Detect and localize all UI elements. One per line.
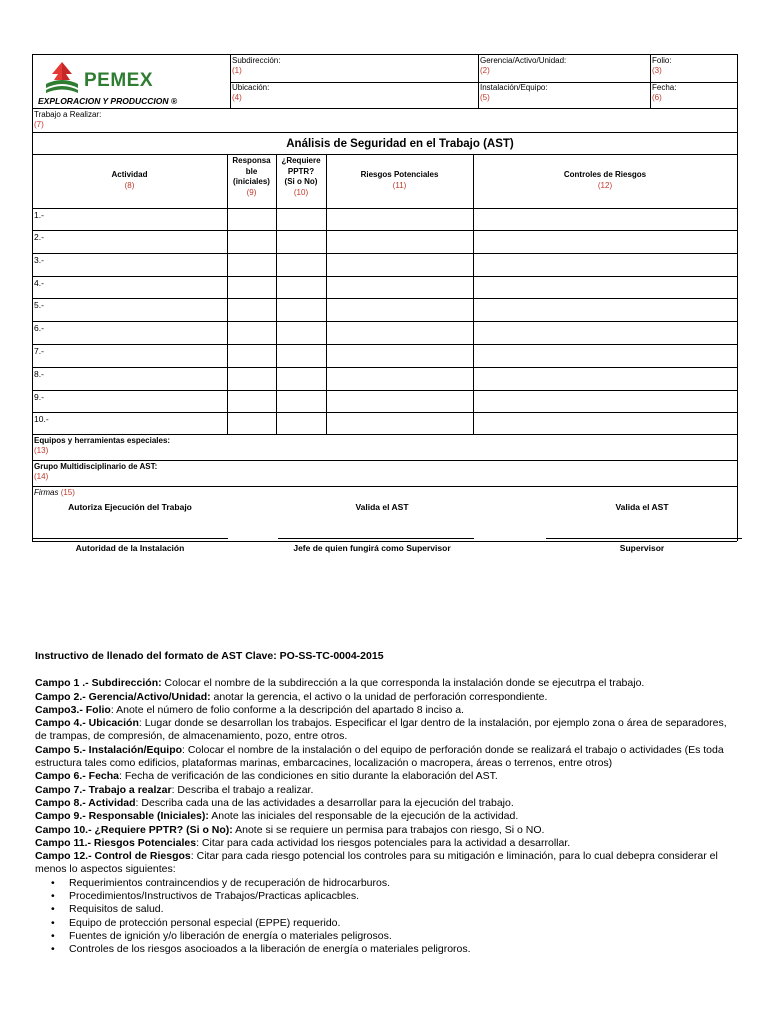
rule <box>32 541 737 542</box>
rule <box>32 54 33 541</box>
col-actividad: Actividad (8) <box>111 170 148 190</box>
activity-row-label: 10.- <box>34 414 49 424</box>
rule <box>32 253 737 254</box>
signature-line <box>32 538 228 539</box>
instructions-title: Instructivo de llenado del formato de AST Clave: PO-SS-TC-0004-2015 <box>35 650 384 662</box>
instruction-item: Campo 11.- Riesgos Potenciales: Citar para cada actividad los riesgos potenciales para la actividad a desarrollar. <box>35 836 571 849</box>
instruction-item: Campo3.- Folio: Anote el número de folio conforme a la descripción del apartado 8 inciso a. <box>35 703 464 716</box>
instalacion-field[interactable]: Instalación/Equipo: (5) <box>480 83 548 102</box>
rule <box>32 412 737 413</box>
rule <box>32 390 737 391</box>
activity-row-label: 7.- <box>34 346 44 356</box>
brand-subtitle: EXPLORACION Y PRODUCCION ® <box>38 96 178 106</box>
instruction-item: Campo 6.- Fecha: Fecha de verificación de las condiciones en sitio durante la elaboración del AST. <box>35 770 498 783</box>
gerencia-field[interactable]: Gerencia/Activo/Unidad: (2) <box>480 56 567 75</box>
rule <box>32 54 737 55</box>
instruction-bullet: • Requisitos de salud. <box>57 903 735 916</box>
sig-autoridad: Autoridad de la Instalación <box>75 543 185 553</box>
instruction-bullet: • Procedimientos/Instructivos de Trabajos/Practicas aplicacbles. <box>57 890 735 903</box>
instruction-item: Campo 10.- ¿Requiere PPTR? (Si o No): Anote si se requiere un permisa para trabajos con riesgo, Si o NO. <box>35 823 545 836</box>
rule <box>32 344 737 345</box>
brand-name: PEMEX <box>84 70 154 91</box>
col-controles: Controles de Riesgos (12) <box>563 170 647 190</box>
activity-row-label: 5.- <box>34 300 44 310</box>
rule <box>32 486 737 487</box>
rule <box>326 154 327 434</box>
rule <box>32 321 737 322</box>
col-pptr: ¿Requiere PPTR? (Si o No) (10) <box>281 156 321 197</box>
col-riesgos: Riesgos Potenciales (11) <box>360 170 439 190</box>
rule <box>32 208 737 209</box>
instruction-bullet: • Requerimientos contraincendios y de recuperación de hidrocarburos. <box>57 877 735 890</box>
trabajo-field[interactable]: Trabajo a Realizar: (7) <box>34 110 102 129</box>
instruction-bullets <box>35 877 735 957</box>
instruction-item: Campo 8.- Actividad: Describa cada una de las actividades a desarrollar para la ejecución del trabajo. <box>35 796 514 809</box>
activity-row-label: 8.- <box>34 369 44 379</box>
col-responsable: Responsa ble (iniciales) (9) <box>232 156 271 197</box>
sig-valida-1: Valida el AST <box>355 502 409 512</box>
form-title: Análisis de Seguridad en el Trabajo (AST) <box>286 138 514 150</box>
instruction-item: Campo 5.- Instalación/Equipo: Colocar el nombre de la instalación o del equipo de perforación donde se realizará el trabajo o actividades (Es toda estructura tales como edificios, plataformas marinas, embarcacines, localización o macropera, áreas o terrenos, entre otros) <box>35 743 724 770</box>
rule <box>32 132 737 133</box>
instruction-bullet: • Equipo de protección personal especial (EPPE) requerido. <box>57 917 735 930</box>
equipos-field[interactable]: Equipos y herramientas especiales: (13) <box>34 436 171 455</box>
rule <box>32 367 737 368</box>
activity-row-label: 2.- <box>34 232 44 242</box>
firmas-label: Firmas (15) <box>34 488 75 497</box>
grupo-field[interactable]: Grupo Multidisciplinario de AST: (14) <box>34 462 158 481</box>
rule <box>32 154 737 155</box>
instruction-item: Campo 2.- Gerencia/Activo/Unidad: anotar la gerencia, el activo o la unidad de perforación correspondiente. <box>35 690 548 703</box>
ast-form <box>32 54 768 554</box>
rule <box>650 54 651 108</box>
instruction-item: Campo 12.- Control de Riesgos: Citar para cada riesgo potencial los controles para su mitigación e liminación, para lo cual debepra considerar el menos lo aspectos siguientes: <box>35 850 718 876</box>
activity-row-label: 6.- <box>34 323 44 333</box>
instructions <box>35 650 735 957</box>
rule <box>32 276 737 277</box>
activity-row-label: 4.- <box>34 278 44 288</box>
pemex-eagle-icon <box>42 60 82 96</box>
sig-autoriza: Autoriza Ejecución del Trabajo <box>68 502 192 512</box>
rule <box>32 108 737 109</box>
pemex-logo <box>38 58 228 108</box>
instruction-item: Campo 4.- Ubicación: Lugar donde se desarrollan los trabajos. Especificar el lgar dentro de la instalación, por ejemplo zona o área de separadores, de trampas, de compresión, de almacenamiento, pozo, entre otros. <box>35 717 727 743</box>
rule <box>478 54 479 108</box>
instruction-bullet: • Fuentes de ignición y/o liberación de energía o materiales peligrosos. <box>57 930 735 943</box>
fecha-field[interactable]: Fecha: (6) <box>652 83 677 102</box>
rule <box>473 154 474 434</box>
activity-row-label: 1.- <box>34 210 44 220</box>
rule <box>32 434 737 435</box>
instruction-item: Campo 7.- Trabajo a realzar: Describa el trabajo a realizar. <box>35 783 314 796</box>
folio-field[interactable]: Folio: (3) <box>652 56 672 75</box>
rule <box>32 230 737 231</box>
sig-supervisor: Supervisor <box>619 543 665 553</box>
instruction-items <box>35 677 735 876</box>
subdireccion-field[interactable]: Subdirección: (1) <box>232 56 281 75</box>
rule <box>32 298 737 299</box>
ubicacion-field[interactable]: Ubicación: (4) <box>232 83 270 102</box>
signature-line <box>546 538 742 539</box>
activity-row-label: 3.- <box>34 255 44 265</box>
signature-line <box>278 538 474 539</box>
instruction-item: Campo 1 .- Subdirección: Colocar el nombre de la subdirección a la que corresponda la instalación donde se ejecutrpa el trabajo. <box>35 677 645 690</box>
sig-valida-2: Valida el AST <box>615 502 669 512</box>
rule <box>32 460 737 461</box>
sig-jefe: Jefe de quien fungirá como Supervisor <box>293 543 451 553</box>
rule <box>230 54 231 108</box>
instruction-item: Campo 9.- Responsable (Iniciales): Anote las iniciales del responsable de la ejecución de la actividad. <box>35 810 519 823</box>
rule <box>737 54 738 541</box>
instruction-bullet: • Controles de los riesgos asocioados a la liberación de energía o materiales peligroros. <box>57 943 735 956</box>
activity-row-label: 9.- <box>34 392 44 402</box>
